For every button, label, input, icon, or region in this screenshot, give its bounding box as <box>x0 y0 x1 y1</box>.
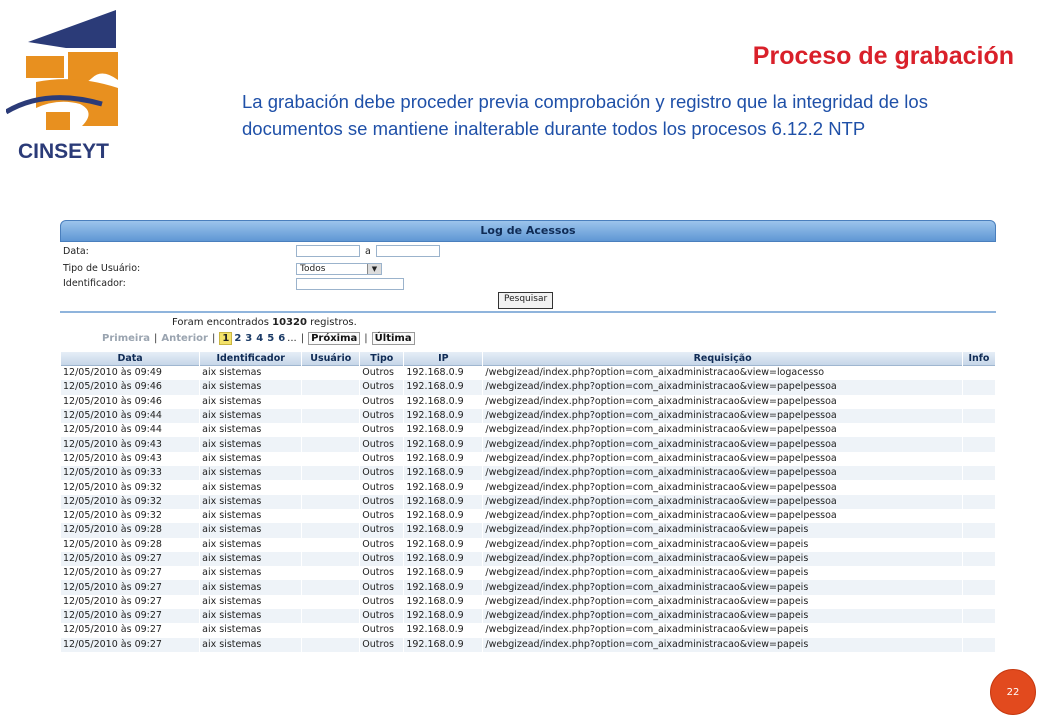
logo-base-block <box>46 112 70 130</box>
cell-usuario <box>302 580 359 594</box>
cell-tipo: Outros <box>360 395 403 409</box>
page-link-3[interactable]: 3 <box>245 333 253 344</box>
cell-ip: 192.168.0.9 <box>404 452 482 466</box>
cell-usuario <box>302 380 359 394</box>
table-row[interactable] <box>61 638 995 652</box>
cell-tipo: Outros <box>360 580 403 594</box>
cell-usuario <box>302 509 359 523</box>
cell-usuario <box>302 523 359 537</box>
cell-identificador: aix sistemas <box>200 552 301 566</box>
cell-usuario <box>302 366 359 380</box>
cell-tipo: Outros <box>360 509 403 523</box>
cell-usuario <box>302 495 359 509</box>
cell-data: 12/05/2010 às 09:27 <box>61 566 199 580</box>
cell-usuario <box>302 452 359 466</box>
table-row[interactable] <box>61 523 995 537</box>
cell-tipo: Outros <box>360 566 403 580</box>
cell-tipo: Outros <box>360 466 403 480</box>
cell-data: 12/05/2010 às 09:33 <box>61 466 199 480</box>
cell-info <box>963 366 995 380</box>
cell-identificador: aix sistemas <box>200 366 301 380</box>
cell-info <box>963 423 995 437</box>
cell-info <box>963 523 995 537</box>
table-body <box>61 366 995 652</box>
cell-data: 12/05/2010 às 09:44 <box>61 423 199 437</box>
table-row[interactable] <box>61 466 995 480</box>
table-row[interactable] <box>61 566 995 580</box>
cell-usuario <box>302 395 359 409</box>
cell-identificador: aix sistemas <box>200 538 301 552</box>
cell-identificador: aix sistemas <box>200 380 301 394</box>
access-log-table <box>60 352 996 652</box>
cell-tipo: Outros <box>360 409 403 423</box>
cell-usuario <box>302 638 359 652</box>
records-found-prefix: Foram encontrados <box>172 317 269 328</box>
table-row[interactable] <box>61 423 995 437</box>
slide-title: Proceso de grabación <box>752 42 1014 70</box>
logo-roof-shape <box>28 10 116 48</box>
cell-identificador: aix sistemas <box>200 409 301 423</box>
cell-ip: 192.168.0.9 <box>404 480 482 494</box>
cell-tipo: Outros <box>360 437 403 451</box>
last-page-link[interactable]: Última <box>372 332 415 345</box>
table-row[interactable] <box>61 623 995 637</box>
table-row[interactable] <box>61 595 995 609</box>
pagination <box>102 332 415 345</box>
cell-tipo: Outros <box>360 366 403 380</box>
page-number-badge: 22 <box>990 669 1036 715</box>
user-type-select[interactable] <box>296 263 382 275</box>
cell-info <box>963 609 995 623</box>
cell-data: 12/05/2010 às 09:43 <box>61 452 199 466</box>
cell-usuario <box>302 409 359 423</box>
cell-info <box>963 538 995 552</box>
date-to-input[interactable] <box>376 245 440 257</box>
cell-data: 12/05/2010 às 09:46 <box>61 395 199 409</box>
user-type-label: Tipo de Usuário: <box>63 263 141 274</box>
records-found-text <box>172 317 357 328</box>
cell-tipo: Outros <box>360 495 403 509</box>
logo-right-block <box>68 52 118 84</box>
identifier-label: Identificador: <box>63 278 126 289</box>
cell-requisicao: /webgizead/index.php?option=com_aixadministracao&view=papelpessoa <box>483 437 962 451</box>
cell-identificador: aix sistemas <box>200 480 301 494</box>
cell-requisicao: /webgizead/index.php?option=com_aixadministracao&view=papelpessoa <box>483 495 962 509</box>
cell-ip: 192.168.0.9 <box>404 523 482 537</box>
cell-requisicao: /webgizead/index.php?option=com_aixadministracao&view=papeis <box>483 552 962 566</box>
cell-ip: 192.168.0.9 <box>404 423 482 437</box>
cell-ip: 192.168.0.9 <box>404 623 482 637</box>
cell-ip: 192.168.0.9 <box>404 580 482 594</box>
cell-tipo: Outros <box>360 552 403 566</box>
column-header-tipo[interactable]: Tipo <box>360 352 403 366</box>
cell-identificador: aix sistemas <box>200 466 301 480</box>
cell-tipo: Outros <box>360 423 403 437</box>
cell-usuario <box>302 466 359 480</box>
pager-separator: | <box>211 333 216 344</box>
cell-usuario <box>302 595 359 609</box>
cell-info <box>963 638 995 652</box>
cell-ip: 192.168.0.9 <box>404 638 482 652</box>
cell-data: 12/05/2010 às 09:32 <box>61 509 199 523</box>
cell-tipo: Outros <box>360 595 403 609</box>
cell-data: 12/05/2010 às 09:46 <box>61 380 199 394</box>
cell-requisicao: /webgizead/index.php?option=com_aixadministracao&view=papelpessoa <box>483 466 962 480</box>
search-button[interactable]: Pesquisar <box>498 292 553 309</box>
log-panel-title: Log de Acessos <box>60 220 996 242</box>
logo-left-block <box>26 56 64 78</box>
cell-tipo: Outros <box>360 452 403 466</box>
cell-info <box>963 623 995 637</box>
table-header-row <box>61 352 995 366</box>
cell-tipo: Outros <box>360 538 403 552</box>
cell-data: 12/05/2010 às 09:43 <box>61 437 199 451</box>
column-header-info[interactable]: Info <box>963 352 995 366</box>
cell-usuario <box>302 623 359 637</box>
column-header-data[interactable]: Data <box>61 352 199 366</box>
cell-data: 12/05/2010 às 09:32 <box>61 480 199 494</box>
next-page-link[interactable]: Próxima <box>308 332 360 345</box>
table-row[interactable] <box>61 452 995 466</box>
column-header-identificador[interactable]: Identificador <box>200 352 301 366</box>
pager-ellipsis: ... <box>287 333 297 344</box>
cell-data: 12/05/2010 às 09:32 <box>61 495 199 509</box>
cell-info <box>963 495 995 509</box>
cell-requisicao: /webgizead/index.php?option=com_aixadministracao&view=papeis <box>483 638 962 652</box>
pager-separator: | <box>300 333 305 344</box>
cell-requisicao: /webgizead/index.php?option=com_aixadministracao&view=papeis <box>483 595 962 609</box>
cell-requisicao: /webgizead/index.php?option=com_aixadministracao&view=papelpessoa <box>483 395 962 409</box>
cell-requisicao: /webgizead/index.php?option=com_aixadministracao&view=papelpessoa <box>483 380 962 394</box>
cell-requisicao: /webgizead/index.php?option=com_aixadministracao&view=papeis <box>483 566 962 580</box>
user-type-value: Todos <box>300 264 326 274</box>
cell-identificador: aix sistemas <box>200 423 301 437</box>
cell-requisicao: /webgizead/index.php?option=com_aixadministracao&view=papeis <box>483 523 962 537</box>
previous-page-link[interactable]: Anterior <box>161 333 208 344</box>
cell-identificador: aix sistemas <box>200 609 301 623</box>
pager-separator: | <box>154 333 158 344</box>
cell-ip: 192.168.0.9 <box>404 409 482 423</box>
cell-ip: 192.168.0.9 <box>404 466 482 480</box>
cell-tipo: Outros <box>360 609 403 623</box>
cell-usuario <box>302 437 359 451</box>
cell-info <box>963 509 995 523</box>
table-row[interactable] <box>61 509 995 523</box>
date-from-input[interactable] <box>296 245 360 257</box>
table-row[interactable] <box>61 395 995 409</box>
access-log-screenshot <box>60 220 996 652</box>
table-row[interactable] <box>61 609 995 623</box>
page-link-5[interactable]: 5 <box>267 333 275 344</box>
cell-requisicao: /webgizead/index.php?option=com_aixadministracao&view=papelpessoa <box>483 509 962 523</box>
cell-identificador: aix sistemas <box>200 523 301 537</box>
cell-identificador: aix sistemas <box>200 495 301 509</box>
cell-ip: 192.168.0.9 <box>404 395 482 409</box>
column-header-requisicao[interactable]: Requisição <box>483 352 962 366</box>
cell-requisicao: /webgizead/index.php?option=com_aixadministracao&view=papelpessoa <box>483 480 962 494</box>
logo-text: CINSEYT <box>18 140 110 163</box>
cell-data: 12/05/2010 às 09:28 <box>61 523 199 537</box>
cell-ip: 192.168.0.9 <box>404 538 482 552</box>
cell-info <box>963 380 995 394</box>
cell-info <box>963 395 995 409</box>
cell-ip: 192.168.0.9 <box>404 366 482 380</box>
cell-usuario <box>302 566 359 580</box>
cell-ip: 192.168.0.9 <box>404 437 482 451</box>
cell-identificador: aix sistemas <box>200 595 301 609</box>
records-found-suffix: registros. <box>310 317 357 328</box>
cell-ip: 192.168.0.9 <box>404 552 482 566</box>
cell-ip: 192.168.0.9 <box>404 609 482 623</box>
cell-identificador: aix sistemas <box>200 580 301 594</box>
cell-requisicao: /webgizead/index.php?option=com_aixadministracao&view=papeis <box>483 623 962 637</box>
cell-tipo: Outros <box>360 480 403 494</box>
cell-info <box>963 409 995 423</box>
cell-usuario <box>302 480 359 494</box>
cell-usuario <box>302 538 359 552</box>
cell-data: 12/05/2010 às 09:27 <box>61 609 199 623</box>
cell-identificador: aix sistemas <box>200 566 301 580</box>
cell-requisicao: /webgizead/index.php?option=com_aixadministracao&view=papelpessoa <box>483 423 962 437</box>
current-page: 1 <box>219 332 232 345</box>
page-link-6[interactable]: 6 <box>278 333 286 344</box>
cell-ip: 192.168.0.9 <box>404 595 482 609</box>
cell-requisicao: /webgizead/index.php?option=com_aixadministracao&view=logacesso <box>483 366 962 380</box>
column-header-usuario[interactable]: Usuário <box>302 352 359 366</box>
table-row[interactable] <box>61 366 995 380</box>
cell-data: 12/05/2010 às 09:27 <box>61 623 199 637</box>
page-link-4[interactable]: 4 <box>256 333 264 344</box>
slide-description: La grabación debe proceder previa comprobación y registro que la integridad de los documentos se mantiene inalterable durante todos los procesos 6.12.2 NTP <box>242 91 928 139</box>
chevron-down-icon[interactable]: ▼ <box>367 264 381 274</box>
cell-identificador: aix sistemas <box>200 437 301 451</box>
cell-usuario <box>302 552 359 566</box>
cell-identificador: aix sistemas <box>200 638 301 652</box>
cell-tipo: Outros <box>360 523 403 537</box>
pager-separator: | <box>364 333 368 344</box>
date-separator: a <box>365 246 371 257</box>
table-row[interactable] <box>61 538 995 552</box>
cell-data: 12/05/2010 às 09:27 <box>61 580 199 594</box>
identifier-input[interactable] <box>296 278 404 290</box>
cell-tipo: Outros <box>360 623 403 637</box>
cell-data: 12/05/2010 às 09:49 <box>61 366 199 380</box>
cell-info <box>963 566 995 580</box>
cell-info <box>963 437 995 451</box>
cell-data: 12/05/2010 às 09:44 <box>61 409 199 423</box>
cell-data: 12/05/2010 às 09:28 <box>61 538 199 552</box>
table-row[interactable] <box>61 495 995 509</box>
form-divider <box>60 311 996 313</box>
cell-requisicao: /webgizead/index.php?option=com_aixadministracao&view=papelpessoa <box>483 409 962 423</box>
cell-tipo: Outros <box>360 638 403 652</box>
cell-requisicao: /webgizead/index.php?option=com_aixadministracao&view=papeis <box>483 538 962 552</box>
cell-usuario <box>302 609 359 623</box>
table-row[interactable] <box>61 552 995 566</box>
cell-data: 12/05/2010 às 09:27 <box>61 552 199 566</box>
cell-identificador: aix sistemas <box>200 395 301 409</box>
column-header-ip[interactable]: IP <box>404 352 482 366</box>
cell-info <box>963 480 995 494</box>
cell-info <box>963 580 995 594</box>
page-link-2[interactable]: 2 <box>234 333 242 344</box>
cell-ip: 192.168.0.9 <box>404 380 482 394</box>
cell-tipo: Outros <box>360 380 403 394</box>
first-page-link[interactable]: Primeira <box>102 333 150 344</box>
cell-identificador: aix sistemas <box>200 623 301 637</box>
date-label: Data: <box>63 246 89 257</box>
cell-data: 12/05/2010 às 09:27 <box>61 638 199 652</box>
cell-requisicao: /webgizead/index.php?option=com_aixadministracao&view=papeis <box>483 609 962 623</box>
cell-info <box>963 452 995 466</box>
cell-requisicao: /webgizead/index.php?option=com_aixadministracao&view=papeis <box>483 580 962 594</box>
cell-identificador: aix sistemas <box>200 452 301 466</box>
cell-ip: 192.168.0.9 <box>404 566 482 580</box>
cell-identificador: aix sistemas <box>200 509 301 523</box>
table-row[interactable] <box>61 437 995 451</box>
records-count: 10320 <box>272 317 307 328</box>
cell-ip: 192.168.0.9 <box>404 495 482 509</box>
cinseyt-logo <box>6 8 136 168</box>
cell-data: 12/05/2010 às 09:27 <box>61 595 199 609</box>
cell-requisicao: /webgizead/index.php?option=com_aixadministracao&view=papelpessoa <box>483 452 962 466</box>
table-row[interactable] <box>61 580 995 594</box>
table-row[interactable] <box>61 480 995 494</box>
table-row[interactable] <box>61 409 995 423</box>
cell-info <box>963 552 995 566</box>
cell-usuario <box>302 423 359 437</box>
table-row[interactable] <box>61 380 995 394</box>
cell-info <box>963 466 995 480</box>
cell-info <box>963 595 995 609</box>
cell-ip: 192.168.0.9 <box>404 509 482 523</box>
